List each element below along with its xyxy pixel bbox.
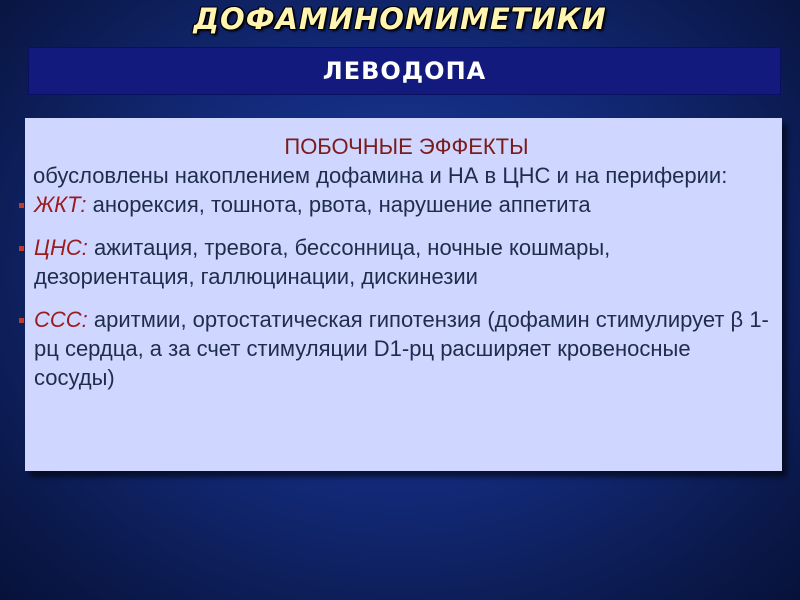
intro-text: обусловлены накоплением дофамина и НА в ЦНС и на периферии: xyxy=(33,163,728,188)
list-item-cns xyxy=(25,233,772,291)
item-label: ССС: xyxy=(34,307,88,332)
item-text: анорексия, тошнота, рвота, нарушение аппетита xyxy=(92,192,591,217)
subtitle-bar xyxy=(28,47,781,95)
bullet-square-icon xyxy=(19,318,24,323)
item-text: ажитация, тревога, бессонница, ночные кошмары, дезориентация, галлюцинации, дискинезии xyxy=(34,235,611,289)
bullet-square-icon xyxy=(19,246,24,251)
item-label: ЦНС: xyxy=(34,235,88,260)
slide-subtitle: ЛЕВОДОПА xyxy=(322,57,487,85)
list-item-cvs xyxy=(25,305,772,392)
item-label: ЖКТ: xyxy=(34,192,87,217)
bullet-square-icon xyxy=(19,203,24,208)
side-effects-heading: ПОБОЧНЫЕ ЭФФЕКТЫ xyxy=(284,134,529,159)
slide-title: ДОФАМИНОМИМЕТИКИ xyxy=(193,2,607,36)
list-item-gi xyxy=(25,190,772,219)
item-text: аритмии, ортостатическая гипотензия (дофамин стимулирует β 1-рц сердца, а за счет стимуляции D1-рц расширяет кровеносные сосуды) xyxy=(34,307,769,390)
content-box xyxy=(25,118,782,471)
